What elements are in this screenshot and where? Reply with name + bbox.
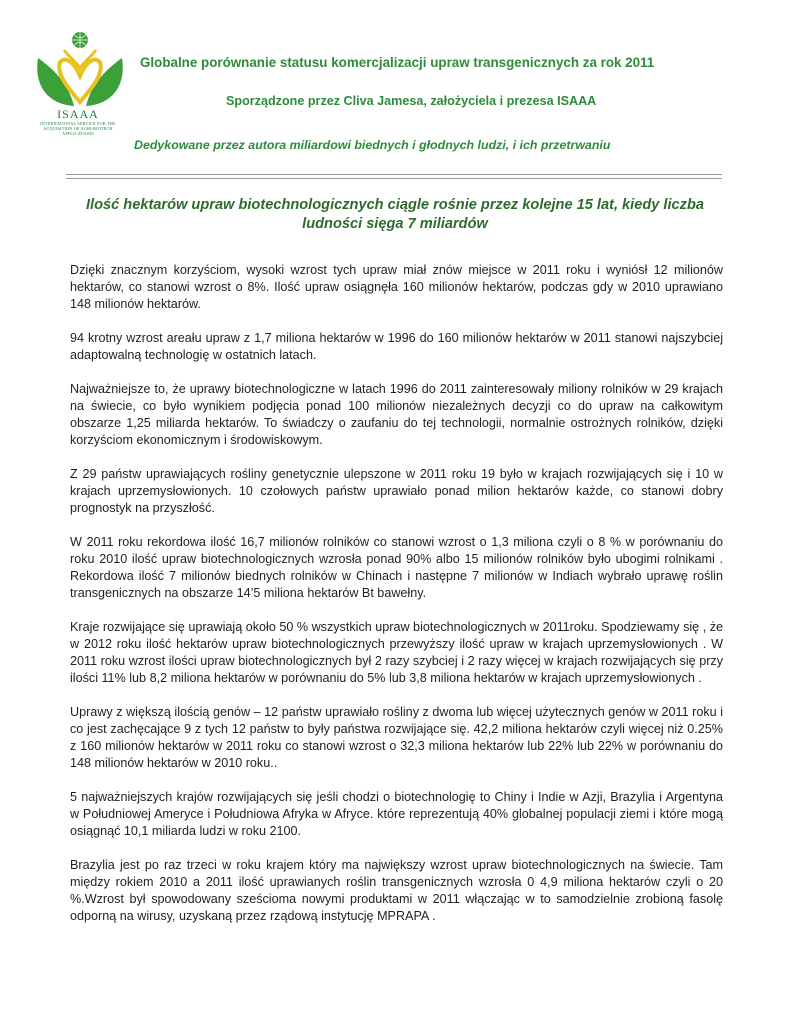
paragraph: 94 krotny wzrost areału upraw z 1,7 miliona hektarów w 1996 do 160 milionów hektarów w 2011 stanowi najszybciej adaptowalną technologię w ostatnich latach. [70, 331, 723, 362]
logo-text [28, 108, 128, 136]
paragraph: 5 najważniejszych krajów rozwijających się jeśli chodzi o biotechnologię to Chiny i Indie w Azji, Brazylia i Argentyna w Południowej Ameryce i Południowa Afryka w Afryce. które reprezentują 40% globalnej populacji ziemi i które mogą osiągnąć 10,1 miliarda ludzi w roku 2100. [70, 790, 723, 838]
dedication: Dedykowane przez autora miliardowi biednych i głodnych ludzi, i ich przetrwaniu [134, 138, 611, 152]
document-title: Globalne porównanie statusu komercjalizacji upraw transgenicznych za rok 2011 [140, 55, 655, 70]
document-subtitle: Sporządzone przez Cliva Jamesa, założyciela i prezesa ISAAA [226, 94, 597, 108]
paragraph: Najważniejsze to, że uprawy biotechnologiczne w latach 1996 do 2011 zainteresowały miliony rolników w 29 krajach na świecie, co było wynikiem podjęcia ponad 100 milionów niezależnych decyzji co do upraw na całkowitym obszarze 1,25 miliarda hektarów. To świadczy o zaufaniu do tej technologii, normalnie ostrożnych rolników, dzięki korzyściom ekonomicznym i środowiskowym. [70, 382, 723, 447]
paragraph: Dzięki znacznym korzyściom, wysoki wzrost tych upraw miał znów miejsce w 2011 roku i wyniósł 12 milionów hektarów, co stanowi wzrost o 8%. Ilość upraw osiągnęła 160 milionów hektarów, podczas gdy w 2010 uprawiano 148 milionów hektarów. [70, 263, 723, 311]
paragraph: Z 29 państw uprawiających rośliny genetycznie ulepszone w 2011 roku 19 było w krajach rozwijających się i 10 w krajach uprzemysłowionych. 10 czołowych państw uprawiało ponad milion hektarów każde, co stanowi dobry prognostyk na przyszłość. [70, 467, 723, 515]
paragraph: Uprawy z większą ilością genów – 12 państw uprawiało rośliny z dwoma lub więcej użytecznych genów w 2011 roku i co jest zachęcające 9 z tych 12 państw to były państwa rozwijające się. 42,2 miliona hektarów czyli więcej niż 0.25% z 160 milionów hektarów w 2011 roku co stanowi wzrost o 32,3 miliona hektarów lub 22% lub 22% w porównaniu do 148 milionów hektarów w 2010 roku.. [70, 705, 723, 770]
paragraph: Kraje rozwijające się uprawiają około 50 % wszystkich upraw biotechnologicznych w 2011roku. Spodziewamy się , że w 2012 roku ilość hektarów upraw biotechnologicznych przewyższy ilość upraw w krajach uprzemysłowionych . W 2011 roku wzrost ilości upraw biotechnologicznych był 2 razy szybciej i 2 razy więcej w krajach rozwijających się przy ilości 11% lub 8,2 miliona hektarów w porównaniu do 5% lub 3,8 miliona hektarów w krajach uprzemysłowionych . [70, 620, 723, 685]
headline: Ilość hektarów upraw biotechnologicznych ciągle rośnie przez kolejne 15 lat, kiedy liczba ludności sięga 7 miliardów [86, 197, 704, 232]
paragraph: Brazylia jest po raz trzeci w roku krajem który ma największy wzrost upraw biotechnologicznych na świecie. Tam między rokiem 2010 a 2011 ilość uprawianych roślin transgenicznych wzrosła 0 4,9 miliona hektarów czyli o 20 %.Wzrost był spowodowany sześcioma nowymi produktami w 2011 włączając w to samodzielnie zrobioną fasolę odporną na wirusy, uzyskaną przez rządową instytucję MPRAPA . [70, 858, 723, 923]
isaaa-leaf-emblem [28, 28, 132, 110]
logo-name: ISAAA [57, 107, 99, 121]
article-body [70, 262, 723, 942]
paragraph: W 2011 roku rekordowa ilość 16,7 milionów rolników co stanowi wzrost o 1,3 miliona czyli o 8 % w porównaniu do roku 2010 ilość upraw biotechnologicznych wzrosła ponad 90% albo 15 milionów rolników było ubogimi rolnikami . Rekordowa ilość 7 milionów biednych rolników w Chinach i następne 7 milionów w Indiach wybrało uprawę roślin transgenicznych na obszarze 14’5 miliona hektarów Bt bawełny. [70, 535, 723, 600]
logo-subtitle: INTERNATIONAL SERVICE FOR THE ACQUISITION OF AGRI-BIOTECH APPLICATIONS [40, 121, 116, 136]
divider-line [66, 174, 722, 175]
divider-line [66, 178, 722, 179]
